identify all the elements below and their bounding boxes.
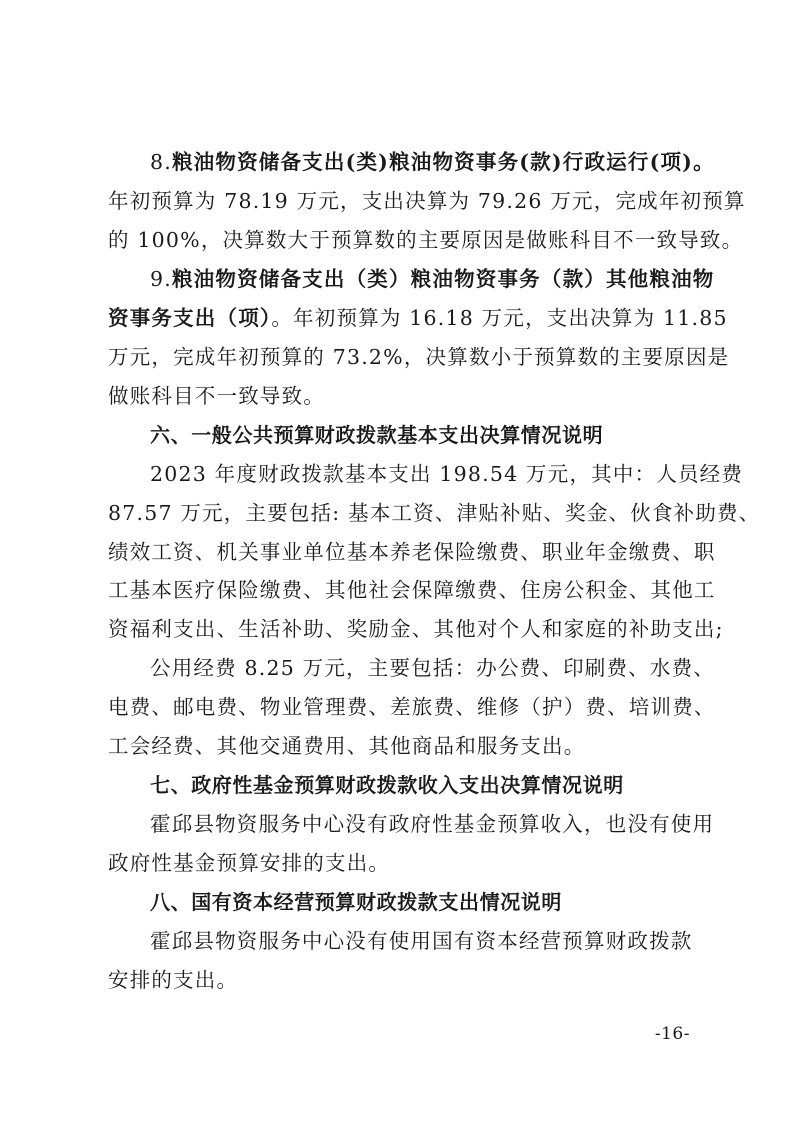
text-line bbox=[108, 182, 746, 221]
text-span: 工基本医疗保险缴费、其他社会保障缴费、住房公积金、其他工 bbox=[108, 578, 716, 603]
text-line bbox=[150, 260, 715, 299]
text-span: 工会经费、其他交通费用、其他商品和服务支出。 bbox=[108, 734, 586, 759]
text-span: 9. bbox=[150, 266, 172, 291]
text-line bbox=[108, 688, 716, 727]
bold-text: 粮油物资储备支出(类)粮油物资事务(款)行政运行(项)。 bbox=[171, 150, 715, 174]
text-span: 。年初预算为 16.18 万元，支出决算为 11.85 bbox=[271, 305, 728, 330]
section-heading bbox=[150, 416, 691, 455]
text-line bbox=[108, 494, 761, 533]
text-span: 公用经费 8.25 万元，主要包括：办公费、印刷费、水费、 bbox=[150, 656, 715, 681]
text-span: 政府性基金预算安排的支出。 bbox=[108, 851, 391, 876]
text-line bbox=[150, 455, 744, 494]
text-line bbox=[108, 338, 730, 377]
text-line bbox=[108, 377, 691, 416]
text-line bbox=[150, 143, 715, 182]
text-span: 年初预算为 78.19 万元，支出决算为 79.26 万元，完成年初预算 bbox=[108, 188, 746, 213]
text-span: 霍邱县物资服务中心没有使用国有资本经营预算财政拨款 bbox=[150, 929, 693, 953]
text-span: 七、政府性基金预算财政拨款收入支出决算情况说明 bbox=[150, 773, 624, 798]
text-line bbox=[150, 805, 715, 844]
page-number: -16- bbox=[654, 1024, 690, 1044]
text-span: 2023 年度财政拨款基本支出 198.54 万元，其中：人员经费 bbox=[150, 461, 744, 486]
text-line bbox=[108, 221, 744, 260]
text-span: 万元，完成年初预算的 73.2%，决算数小于预算数的主要原因是 bbox=[108, 344, 730, 369]
bold-text: 粮油物资储备支出（类）粮油物资事务（款）其他粮油物 bbox=[171, 266, 715, 291]
text-line bbox=[108, 727, 691, 766]
text-line bbox=[150, 922, 691, 961]
text-span: 87.57 万元，主要包括: 基本工资、津贴补贴、奖金、伙食补助费、 bbox=[108, 500, 761, 525]
text-span: 资福利支出、生活补助、奖励金、其他对个人和家庭的补助支出; bbox=[108, 617, 724, 642]
text-span: 八、国有资本经营预算财政拨款支出情况说明 bbox=[150, 890, 562, 915]
text-line bbox=[108, 844, 691, 883]
text-span: 8. bbox=[150, 150, 172, 174]
text-line bbox=[108, 571, 716, 610]
text-span: 安排的支出。 bbox=[108, 967, 239, 992]
text-span: 的 100%，决算数大于预算数的主要原因是做账科目不一致导致。 bbox=[108, 227, 744, 252]
text-line bbox=[108, 299, 728, 338]
text-line bbox=[108, 961, 691, 1000]
text-line bbox=[150, 649, 715, 688]
text-span: 霍邱县物资服务中心没有政府性基金预算收入，也没有使用 bbox=[150, 812, 715, 837]
text-line bbox=[108, 533, 716, 572]
text-line bbox=[108, 610, 724, 649]
text-span: 做账科目不一致导致。 bbox=[108, 383, 325, 408]
section-heading bbox=[150, 766, 691, 805]
text-span: 电费、邮电费、物业管理费、差旅费、维修（护）费、培训费、 bbox=[108, 695, 716, 720]
bold-text: 资事务支出（项） bbox=[108, 305, 272, 330]
section-heading bbox=[150, 883, 691, 922]
text-span: 绩效工资、机关事业单位基本养老保险缴费、职业年金缴费、职 bbox=[108, 539, 716, 564]
text-span: 六、一般公共预算财政拨款基本支出决算情况说明 bbox=[150, 422, 604, 447]
